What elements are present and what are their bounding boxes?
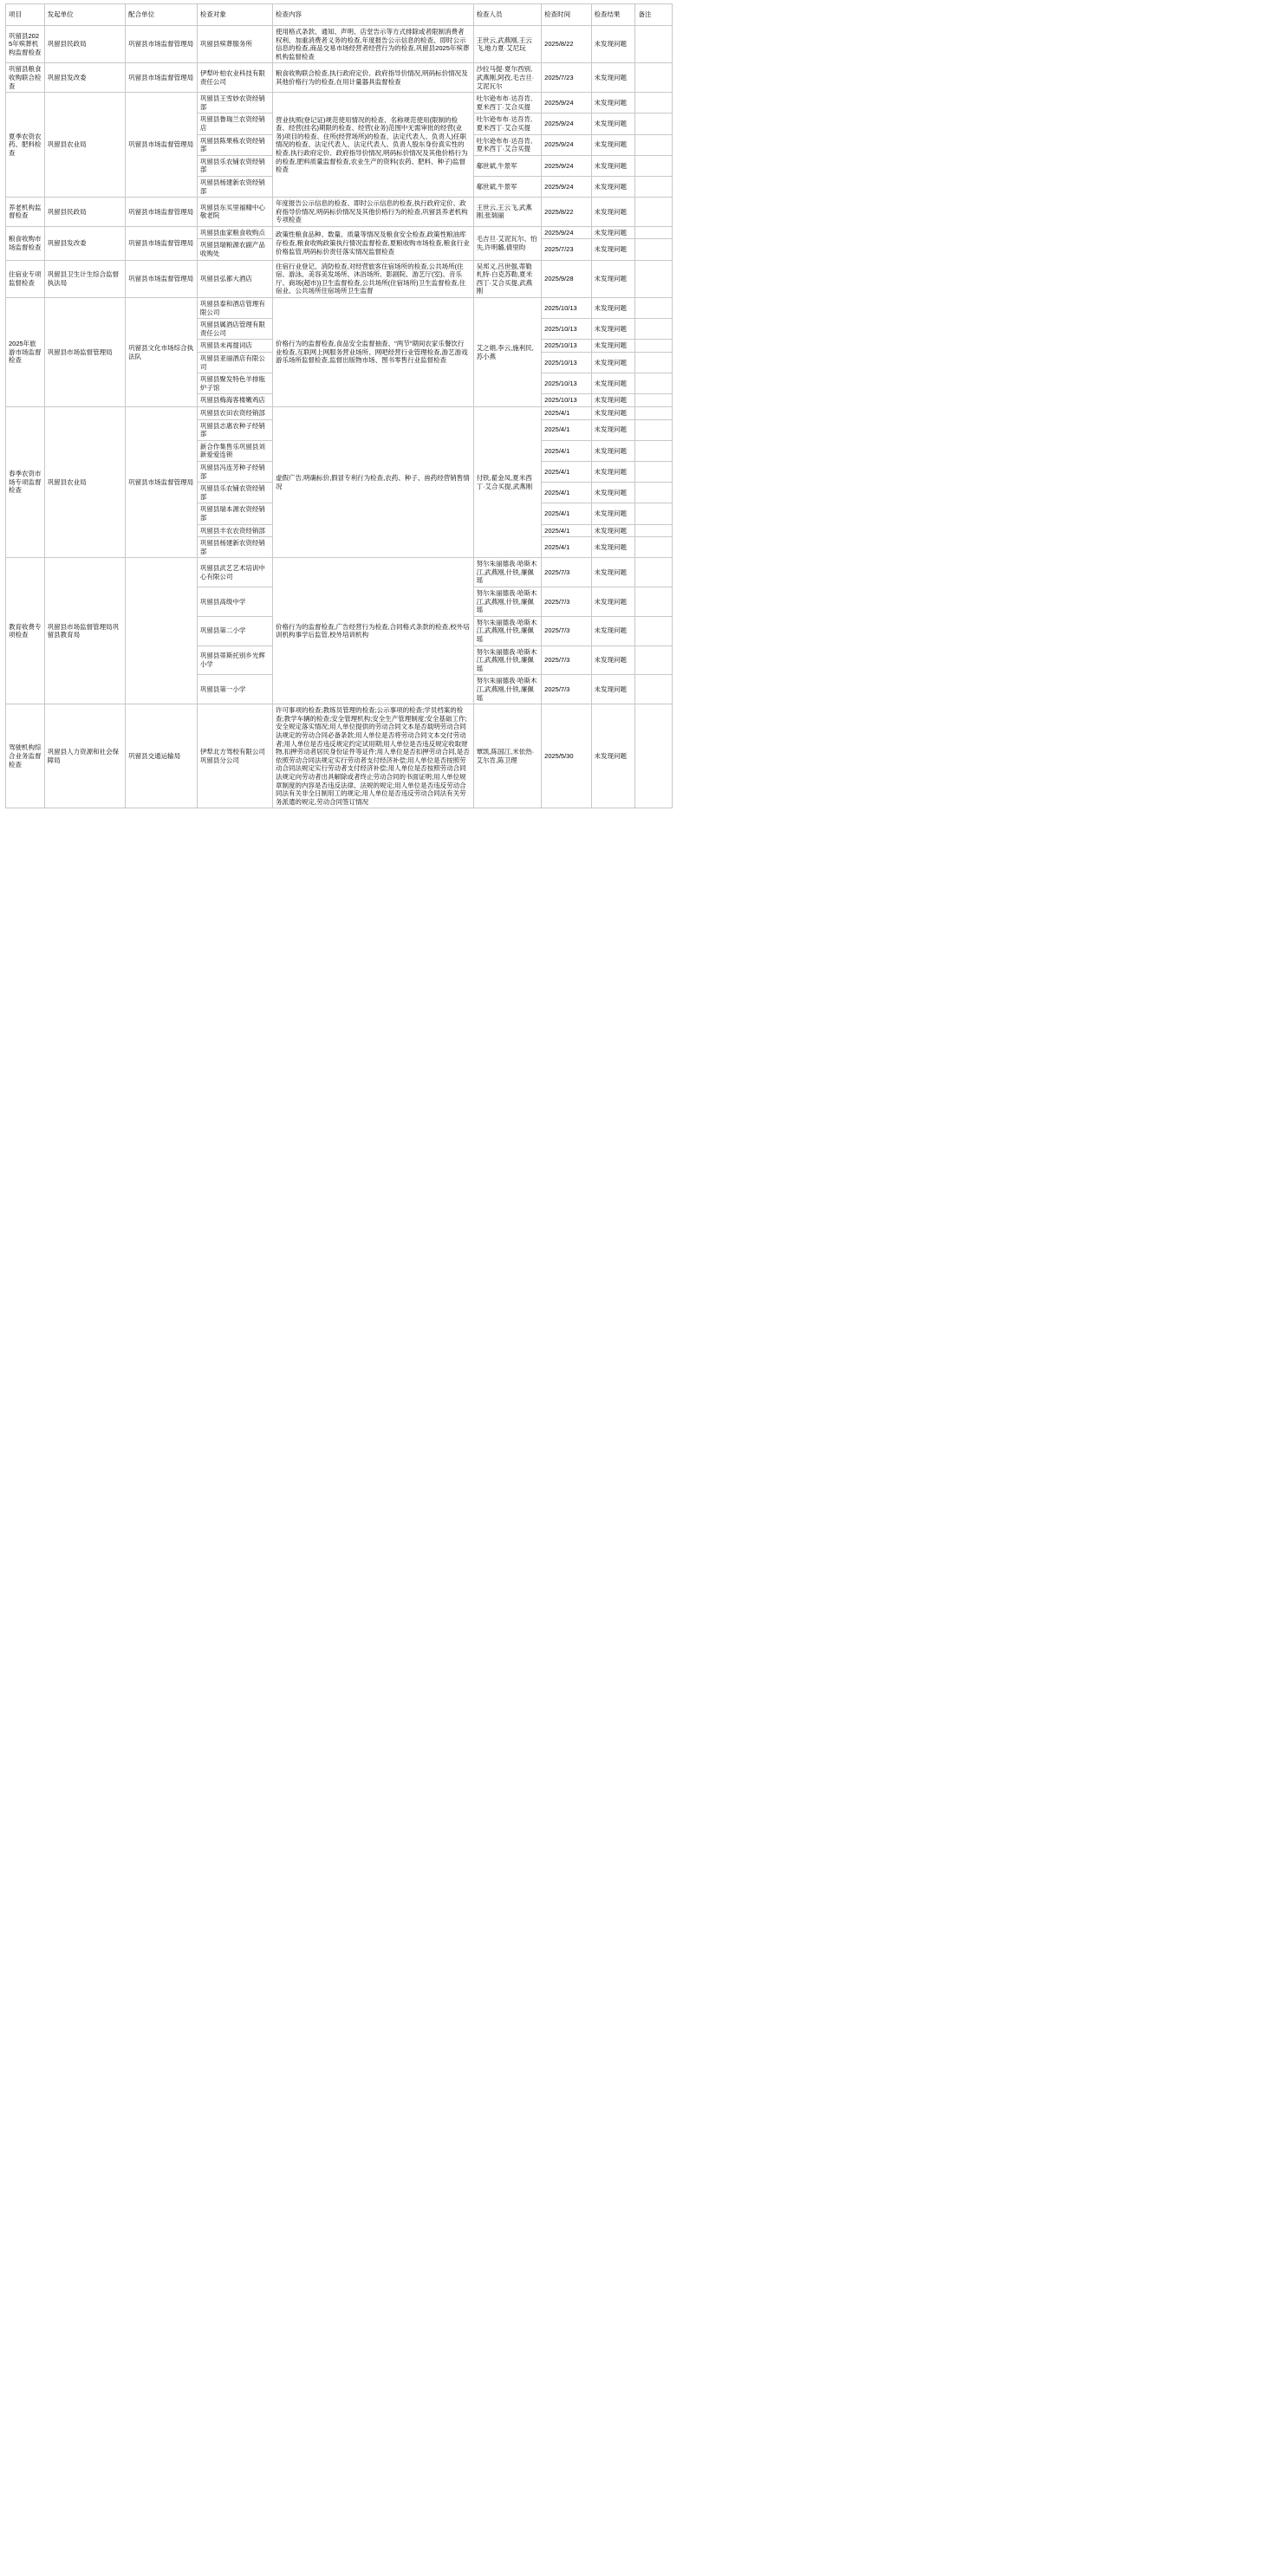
header-cooperator: 配合单位 xyxy=(126,4,198,26)
cell-date: 2025/4/1 xyxy=(542,461,591,482)
cell-note xyxy=(635,503,673,524)
table-row xyxy=(6,226,673,239)
cell-project: 春季农资市场专项监督检查 xyxy=(6,406,45,557)
cell-inspectors: 吐尔逊布布·达吾肯,夏米西丁·艾合买提 xyxy=(473,114,542,134)
cell-date: 2025/9/24 xyxy=(542,93,591,114)
cell-target: 巩留县泰和酒店管理有限公司 xyxy=(197,298,272,319)
cell-target: 新合作集售乐巩留县刘新爱爱连锁 xyxy=(197,440,272,461)
cell-content: 粮食收购联合检查,执行政府定价、政府指导价情况,明码标价情况及其他价格行为的检查,在用计量器具监督检查 xyxy=(273,63,474,93)
inspection-table xyxy=(5,3,673,808)
cell-inspectors: 努尔朱丽德我·哈斯木江,武燕刚,什铁,廉佩瑶 xyxy=(473,646,542,675)
cell-initiator: 巩留县市场监督管理局 xyxy=(44,298,125,407)
cell-inspectors: 努尔朱丽德我·哈斯木江,武燕刚,什铁,廉佩瑶 xyxy=(473,675,542,704)
cell-initiator: 巩留县卫生计生综合监督执法局 xyxy=(44,260,125,297)
cell-date: 2025/4/1 xyxy=(542,524,591,537)
cell-note xyxy=(635,394,673,407)
cell-note xyxy=(635,704,673,808)
table-body xyxy=(6,26,673,808)
cell-target: 巩留县第二小学 xyxy=(197,616,272,646)
cell-result: 未发现问题 xyxy=(591,340,635,353)
cell-cooperator: 巩留县市场监督管理局 xyxy=(126,26,198,63)
table-row xyxy=(6,93,673,114)
cell-result: 未发现问题 xyxy=(591,440,635,461)
cell-note xyxy=(635,353,673,373)
cell-content: 虚假广告,明确标价,假冒专利行为检查,农药、种子、兽药经营销售情况 xyxy=(273,406,474,557)
cell-cooperator: 巩留县市场监督管理局 xyxy=(126,198,198,227)
cell-result: 未发现问题 xyxy=(591,419,635,440)
cell-content: 住宿行业登记、消防检查,对经营旅客住宿场所的检查,公共场所(住宿、游泳、美容美发场所、沐浴场所、影剧院、游艺厅(室)、音乐厅、商场(超市))卫生监督检查,公共场所(住宿场所)卫生监督检查,住宿业、公共场所住宿场所卫生监督 xyxy=(273,260,474,297)
cell-result: 未发现问题 xyxy=(591,646,635,675)
cell-target: 巩留县属酒店管理有限责任公司 xyxy=(197,319,272,340)
cell-result: 未发现问题 xyxy=(591,176,635,197)
header-note: 备注 xyxy=(635,4,673,26)
cell-note xyxy=(635,93,673,114)
cell-date: 2025/10/13 xyxy=(542,319,591,340)
cell-project: 巩留县粮食收购联合检查 xyxy=(6,63,45,93)
cell-result: 未发现问题 xyxy=(591,675,635,704)
cell-initiator: 巩留县民政局 xyxy=(44,26,125,63)
cell-inspectors: 努尔朱丽德我·哈斯木江,武燕刚,什铁,廉佩瑶 xyxy=(473,616,542,646)
cell-note xyxy=(635,319,673,340)
cell-target: 伊犁叶柏农业科技有限责任公司 xyxy=(197,63,272,93)
cell-result: 未发现问题 xyxy=(591,239,635,260)
cell-note xyxy=(635,406,673,419)
cell-date: 2025/4/1 xyxy=(542,419,591,440)
cell-target: 巩留县未再提词店 xyxy=(197,340,272,353)
cell-initiator: 巩留县人力资源和社会保障局 xyxy=(44,704,125,808)
cell-date: 2025/9/24 xyxy=(542,114,591,134)
cell-date: 2025/10/13 xyxy=(542,394,591,407)
cell-result: 未发现问题 xyxy=(591,587,635,617)
cell-target: 巩留县血家粮食收购点 xyxy=(197,226,272,239)
table-row xyxy=(6,198,673,227)
cell-date: 2025/7/3 xyxy=(542,675,591,704)
table-header xyxy=(6,4,673,26)
cell-result: 未发现问题 xyxy=(591,114,635,134)
cell-result: 未发现问题 xyxy=(591,26,635,63)
cell-note xyxy=(635,558,673,587)
cell-result: 未发现问题 xyxy=(591,524,635,537)
cell-content: 使用格式条款、通知、声明、店堂告示等方式排除或者限制消费者权利、加重消费者义务的检查,年度报告公示信息的检查、即时公示信息的检查,商品交易市场经营者经营行为的检查,巩留县2025年殡葬机构监督检查 xyxy=(273,26,474,63)
cell-note xyxy=(635,260,673,297)
inspection-sheet xyxy=(0,0,1262,826)
cell-date: 2025/5/30 xyxy=(542,704,591,808)
cell-cooperator: 巩留县市场监督管理局 xyxy=(126,63,198,93)
cell-target: 巩留县鲁瑞兰农资经销店 xyxy=(197,114,272,134)
cell-note xyxy=(635,340,673,353)
cell-initiator: 巩留县发改委 xyxy=(44,226,125,260)
cell-target: 巩留县东买里福精中心敬老院 xyxy=(197,198,272,227)
cell-result: 未发现问题 xyxy=(591,155,635,176)
cell-inspectors: 努尔朱丽德我·哈斯木江,武燕刚,什铁,廉佩瑶 xyxy=(473,587,542,617)
cell-date: 2025/7/3 xyxy=(542,558,591,587)
cell-note xyxy=(635,616,673,646)
cell-date: 2025/4/1 xyxy=(542,406,591,419)
cell-target: 巩留县第一小学 xyxy=(197,675,272,704)
cell-result: 未发现问题 xyxy=(591,406,635,419)
cell-project: 2025年旅游市场监督检查 xyxy=(6,298,45,407)
cell-initiator: 巩留县发改委 xyxy=(44,63,125,93)
cell-target: 巩留县乐农铺农资经销部 xyxy=(197,483,272,503)
cell-result: 未发现问题 xyxy=(591,503,635,524)
table-row xyxy=(6,26,673,63)
cell-note xyxy=(635,155,673,176)
cell-note xyxy=(635,176,673,197)
cell-target: 巩留县王雪妙农资经销部 xyxy=(197,93,272,114)
cell-result: 未发现问题 xyxy=(591,704,635,808)
cell-note xyxy=(635,419,673,440)
cell-date: 2025/8/22 xyxy=(542,198,591,227)
cell-cooperator: 巩留县市场监督管理局 xyxy=(126,226,198,260)
cell-result: 未发现问题 xyxy=(591,63,635,93)
cell-initiator: 巩留县市场监督管理局巩留县教育局 xyxy=(44,558,125,704)
cell-result: 未发现问题 xyxy=(591,298,635,319)
cell-date: 2025/9/24 xyxy=(542,155,591,176)
table-row xyxy=(6,558,673,587)
cell-target: 巩留县殡葬服务所 xyxy=(197,26,272,63)
cell-project: 粮食收购市场监督检查 xyxy=(6,226,45,260)
header-result: 检查结果 xyxy=(591,4,635,26)
cell-inspectors: 吴邦义,吕世强,蒂勒札特·白克苏勒,夏米西丁·艾合买提,武燕刚 xyxy=(473,260,542,297)
cell-result: 未发现问题 xyxy=(591,260,635,297)
header-inspectors: 检查人员 xyxy=(473,4,542,26)
cell-date: 2025/4/1 xyxy=(542,537,591,558)
cell-note xyxy=(635,675,673,704)
table-row xyxy=(6,704,673,808)
header-initiator: 发起单位 xyxy=(44,4,125,26)
cell-content: 年度报告公示信息的检查、即时公示信息的检查,执行政府定价、政府指导价情况,明码标价情况及其他价格行为的检查,巩留县养老机构专项检查 xyxy=(273,198,474,227)
cell-inspectors: 努尔朱丽德我·哈斯木江,武燕刚,什铁,廉佩瑶 xyxy=(473,558,542,587)
cell-date: 2025/7/23 xyxy=(542,239,591,260)
cell-date: 2025/10/13 xyxy=(542,353,591,373)
cell-target: 巩留县冯连芳种子经销部 xyxy=(197,461,272,482)
cell-content: 价格行为的监督检查,食品安全监督抽查、"两节"期间农家乐餐饮行业检查,互联网上网服务营业场所、网吧经营行业管理检查,游艺游戏游乐场所监督检查,监督出版物市场、图书零售行业监督检查 xyxy=(273,298,474,407)
cell-note xyxy=(635,63,673,93)
cell-note xyxy=(635,298,673,319)
cell-project: 教育收费专项检查 xyxy=(6,558,45,704)
cell-inspectors: 吐尔逊布布·达吾肯,夏米西丁·艾合买提 xyxy=(473,134,542,155)
cell-inspectors: 吐尔逊布布·达吾肯,夏米西丁·艾合买提 xyxy=(473,93,542,114)
cell-result: 未发现问题 xyxy=(591,461,635,482)
cell-content: 政策性粮食品种、数量、质量等情况及粮食安全检查,政策性粮油库存检查,粮食收购政策执行情况监督检查,夏粮收购市场检查,粮食行业价格监管,明码标价责任落实情况监督检查 xyxy=(273,226,474,260)
cell-date: 2025/4/1 xyxy=(542,503,591,524)
cell-note xyxy=(635,239,673,260)
cell-content: 营业执照(登记证)规范使用情况的检查、名称规范使用(限制的检查、经营(挂名)期限的检查、经营(业务)范围中无需审批的经营(业务)项目的检查、住所(经营场所)的检查、法定代表人、负责人)任职情况的检查、法定代表人、法定代表人、负责人股东身份真实性的检查,执行政府定价、政府指导价情况,明码标价情况及其他价格行为的检查,肥料质量监督检查,农业生产的资料(农药、肥料、种子)监督检查 xyxy=(273,93,474,198)
cell-note xyxy=(635,524,673,537)
cell-result: 未发现问题 xyxy=(591,198,635,227)
cell-cooperator: 巩留县市场监督管理局 xyxy=(126,260,198,297)
cell-project: 住宿业专项监督检查 xyxy=(6,260,45,297)
cell-date: 2025/9/24 xyxy=(542,134,591,155)
cell-cooperator: 巩留县市场监督管理局 xyxy=(126,93,198,198)
cell-inspectors: 艾之娟,李云,施利民,苏小燕 xyxy=(473,298,542,407)
cell-date: 2025/4/1 xyxy=(542,440,591,461)
cell-note xyxy=(635,646,673,675)
cell-date: 2025/10/13 xyxy=(542,298,591,319)
cell-initiator: 巩留县民政局 xyxy=(44,198,125,227)
cell-content: 许可事项的检查;教练员管理的检查;公示事项的检查;学员档案的检查;教学车辆的检查;安全管理机构;安全生产管理制度;安全基础工作;安全规定落实情况;用人单位提供的劳动合同文本是否载明劳动合同法规定的劳动合同必备条款;用人单位是否将劳动合同文本交付劳动者;用人单位是否违反规定约定试用期;用人单位是否违反规定收取财物,扣押劳动者居民身份证件等证件;用人单位是否扣押劳动合同,是否依照劳动合同法规定实行劳动者支付经济补偿;用人单位是否按照劳动合同法规定实行劳动者支付经济补偿;用人单位是否按照劳动合同法规定向劳动者出具解除或者终止劳动合同的书面证明;用人单位规章制度的内容是否违反法律、法规的规定;用人单位是否违反劳动合同法有关非全日制用工的规定;用人单位是否违反劳动合同法有关劳务派遣的规定,劳动合同签订情况 xyxy=(273,704,474,808)
cell-note xyxy=(635,226,673,239)
cell-result: 未发现问题 xyxy=(591,537,635,558)
cell-target: 巩留县梅海客楼嫩鸡店 xyxy=(197,394,272,407)
cell-target: 巩留县瑞粮源农副产品收购处 xyxy=(197,239,272,260)
cell-result: 未发现问题 xyxy=(591,616,635,646)
cell-result: 未发现问题 xyxy=(591,394,635,407)
cell-note xyxy=(635,461,673,482)
cell-target: 巩留县丰农农资经销部 xyxy=(197,524,272,537)
cell-result: 未发现问题 xyxy=(591,93,635,114)
cell-target: 巩留县高级中学 xyxy=(197,587,272,617)
header-project: 项目 xyxy=(6,4,45,26)
cell-inspectors: 沙拉马提·夏尔西别,武燕刚,阿孜,毛吉旦·艾泥瓦尔 xyxy=(473,63,542,93)
cell-date: 2025/7/3 xyxy=(542,616,591,646)
cell-note xyxy=(635,483,673,503)
cell-cooperator: 巩留县文化市场综合执法队 xyxy=(126,298,198,407)
cell-inspectors: 郗世斌,牛景军 xyxy=(473,176,542,197)
cell-project: 驾驶机构综合业务监督检查 xyxy=(6,704,45,808)
cell-target: 巩留县瑞本源农资经销部 xyxy=(197,503,272,524)
cell-cooperator: 巩留县市场监督管理局 xyxy=(126,406,198,557)
cell-date: 2025/7/3 xyxy=(542,646,591,675)
cell-result: 未发现问题 xyxy=(591,134,635,155)
cell-initiator: 巩留县农业局 xyxy=(44,406,125,557)
cell-date: 2025/8/22 xyxy=(542,26,591,63)
cell-target: 巩留县武艺艺术培训中心有限公司 xyxy=(197,558,272,587)
cell-cooperator xyxy=(126,558,198,704)
cell-target: 巩留县杨建新农资经销部 xyxy=(197,176,272,197)
cell-result: 未发现问题 xyxy=(591,226,635,239)
cell-date: 2025/4/1 xyxy=(542,483,591,503)
cell-project: 夏季农资农药、肥料检查 xyxy=(6,93,45,198)
cell-inspectors: 郗世斌,牛景军 xyxy=(473,155,542,176)
cell-result: 未发现问题 xyxy=(591,558,635,587)
cell-target: 巩留县陈果栋农资经销部 xyxy=(197,134,272,155)
cell-inspectors: 王世云,王云飞,武燕刚,张瑞丽 xyxy=(473,198,542,227)
header-content: 检查内容 xyxy=(273,4,474,26)
table-row xyxy=(6,260,673,297)
header-target: 检查对象 xyxy=(197,4,272,26)
cell-project: 养老机构监督检查 xyxy=(6,198,45,227)
cell-note xyxy=(635,26,673,63)
cell-inspectors: 付铁,翟金凤,夏米西丁·艾合买提,武燕刚 xyxy=(473,406,542,557)
cell-target: 伊犁北方驾校有限公司巩留县分公司 xyxy=(197,704,272,808)
cell-target: 巩留县亚丽酒店有限公司 xyxy=(197,353,272,373)
cell-note xyxy=(635,134,673,155)
cell-note xyxy=(635,373,673,394)
table-row xyxy=(6,406,673,419)
cell-note xyxy=(635,114,673,134)
cell-note xyxy=(635,198,673,227)
cell-note xyxy=(635,587,673,617)
cell-target: 巩留县志惠农种子经销部 xyxy=(197,419,272,440)
cell-inspectors: 覃凯,陈国江,米依热·艾尔肯,陈卫理 xyxy=(473,704,542,808)
cell-project: 巩留县2025年殡葬机构监督检查 xyxy=(6,26,45,63)
cell-note xyxy=(635,440,673,461)
cell-target: 巩留县农田农资经销部 xyxy=(197,406,272,419)
cell-date: 2025/10/13 xyxy=(542,340,591,353)
cell-date: 2025/9/28 xyxy=(542,260,591,297)
cell-date: 2025/7/23 xyxy=(542,63,591,93)
cell-note xyxy=(635,537,673,558)
cell-result: 未发现问题 xyxy=(591,373,635,394)
table-row xyxy=(6,63,673,93)
cell-cooperator: 巩留县交通运输局 xyxy=(126,704,198,808)
cell-result: 未发现问题 xyxy=(591,483,635,503)
cell-target: 巩留县聚发特色羊排瓶炉子馆 xyxy=(197,373,272,394)
cell-date: 2025/9/24 xyxy=(542,226,591,239)
cell-date: 2025/7/3 xyxy=(542,587,591,617)
cell-result: 未发现问题 xyxy=(591,353,635,373)
cell-target: 巩留县乐农铺农资经销部 xyxy=(197,155,272,176)
cell-inspectors: 毛吉旦·艾泥瓦尔、怕失,许明璐,倩里昀 xyxy=(473,226,542,260)
cell-target: 巩留县弘都大酒店 xyxy=(197,260,272,297)
cell-date: 2025/9/24 xyxy=(542,176,591,197)
header-date: 检查时间 xyxy=(542,4,591,26)
cell-content: 价格行为的监督检查,广告经营行为检查,合同格式条款的检查,校外培训机构事学后监管,校外培训机构 xyxy=(273,558,474,704)
cell-target: 巩留县蒂斯托别乡光辉小学 xyxy=(197,646,272,675)
cell-initiator: 巩留县农业局 xyxy=(44,93,125,198)
cell-date: 2025/10/13 xyxy=(542,373,591,394)
cell-result: 未发现问题 xyxy=(591,319,635,340)
cell-target: 巩留县杨建新农资经销部 xyxy=(197,537,272,558)
table-row xyxy=(6,298,673,319)
cell-inspectors: 王世云,武燕刚,王云飞,地力夏·艾尼玩 xyxy=(473,26,542,63)
header-row xyxy=(6,4,673,26)
